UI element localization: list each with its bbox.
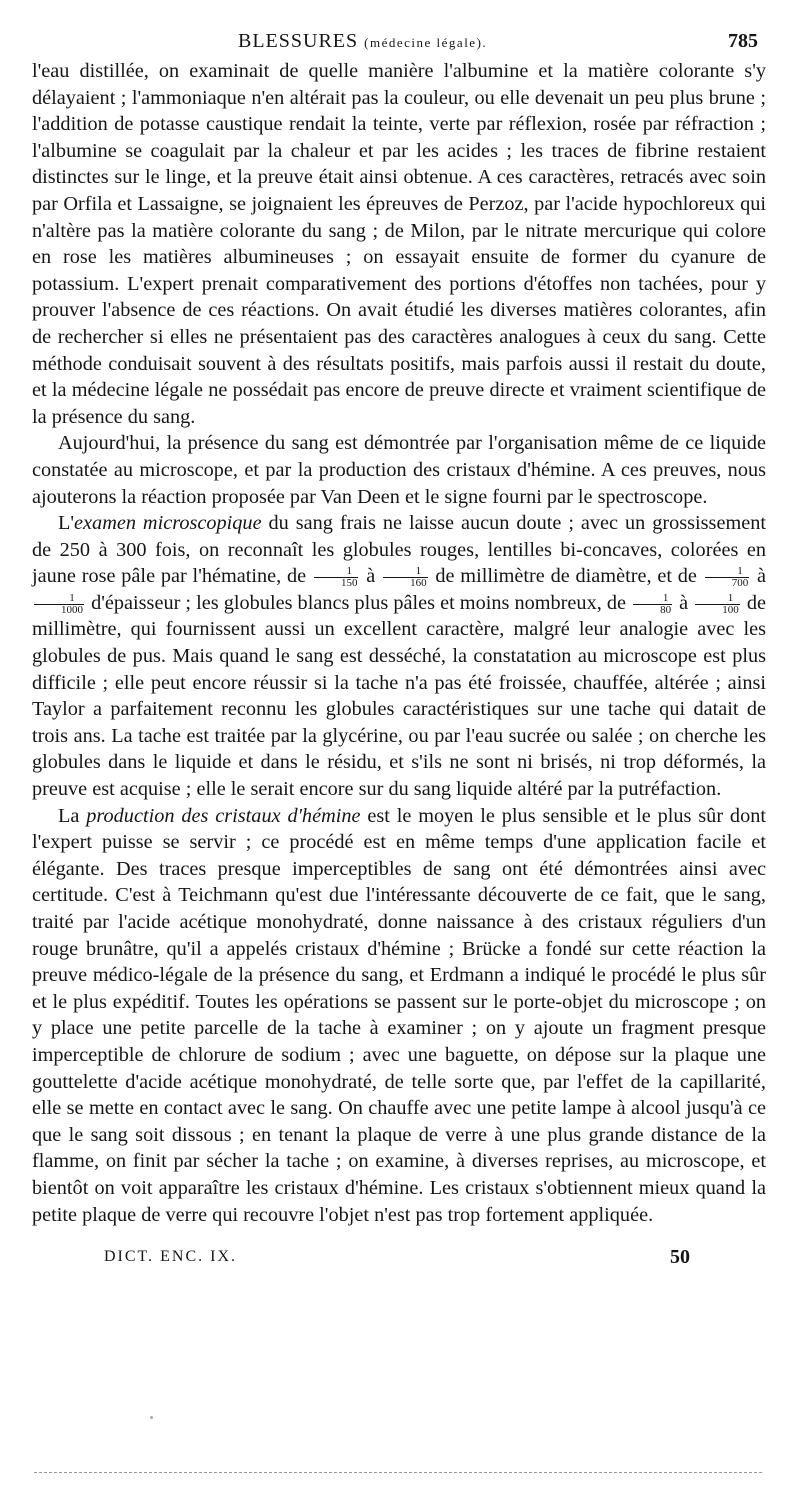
running-title-main: BLESSURES — [238, 30, 359, 52]
p3-text-2: à — [360, 565, 382, 588]
page-footer — [32, 1244, 766, 1274]
fraction — [705, 566, 750, 589]
signature-mark: DICT. ENC. IX. — [104, 1248, 238, 1266]
running-header — [32, 28, 766, 58]
fraction-numerator: 1 — [383, 566, 428, 578]
fraction-denominator: 160 — [410, 577, 427, 590]
running-title — [238, 28, 487, 57]
p3-text-1: du sang frais ne laisse aucun doute ; avec un grossissement de 250 à 300 fois, on reconnaît les globules rouges, lentilles bi-concaves, colorées en jaune rose pâle par l'hématine, de — [32, 512, 766, 588]
paragraph-3 — [32, 510, 766, 803]
p3-text-3: de millimètre de diamètre, et de — [429, 565, 703, 588]
fraction-denominator: 100 — [722, 603, 739, 616]
sheet-number: 50 — [670, 1246, 690, 1269]
body-text — [32, 58, 766, 1228]
fraction-denominator: 80 — [660, 603, 672, 616]
fraction-denominator: 1000 — [61, 603, 83, 616]
paragraph-1: l'eau distillée, on examinait de quelle manière l'albumine et la matière colorante s'y délayaient ; l'ammoniaque n'en altérait pas la couleur, ou elle devenait un peu plus brune ; l'addition de potasse caustique rendait la teinte, verte par réflexion, rosée par réfraction ; l'albumine se coagulait par la chaleur et par les acides ; les traces de fibrine restaient distinctes sur le linge, et la preuve était ainsi obtenue. A ces caractères, retracés avec soin par Orfila et Lassaigne, se joignaient les épreuves de Perzoz, par l'acide hypochloreux qui n'altère pas la matière colorante du sang ; de Milon, par le nitrate mercurique qui colore en rose les matières albumineuses ; on essayait ensuite de former du cyanure de potassium. L'expert prenait comparativement des portions d'étoffes non tachées, pour y prouver l'absence de ces réactions. On avait étudié les diverses matières colorantes, afin de rechercher si elles ne présentaient pas des caractères analogues à ceux du sang. Cette méthode conduisait souvent à des résultats positifs, mais parfois aussi il restait du doute, et la médecine légale ne possédait pas encore de preuve directe et vraiment scientifique de la présence du sang. — [32, 60, 766, 428]
page-number: 785 — [728, 30, 758, 52]
p3-italic-term: examen microscopique — [74, 512, 262, 535]
paragraph-4 — [32, 803, 766, 1229]
fraction-numerator: 1 — [34, 593, 84, 605]
running-title-sub: (médecine légale). — [364, 35, 488, 50]
p3-text-7: de millimètre, qui fournissent aussi un excellent caractère, malgré leur analogie avec les globules de pus. Mais quand le sang est desséché, la constatation au microscope est plus difficile ; elle peut encore réussir si la tache n'a pas été froissée, chauffée, altérée ; ainsi Taylor a parfaitement reconnu les globules caractéristiques sur une tache qui datait de trois ans. La tache est traitée par la glycérine, ou par l'eau sucrée ou salée ; on cherche les globules dans le liquide et dans le résidu, et s'ils ne sont ni brisés, ni trop déformés, la preuve est acquise ; elle le serait encore sur du sang liquide altéré par la putréfaction. — [32, 591, 766, 801]
p3-text-6: à — [674, 591, 694, 614]
p3-text-5: d'épaisseur ; les globules blancs plus pâles et moins nombreux, de — [86, 591, 632, 614]
bottom-rule — [34, 1472, 762, 1473]
fraction-numerator: 1 — [705, 566, 750, 578]
fraction — [633, 593, 672, 616]
p3-text-4: à — [751, 565, 766, 588]
fraction-numerator: 1 — [633, 593, 672, 605]
p3-pre: L' — [58, 512, 75, 535]
fraction — [314, 566, 359, 589]
p4-text-1: est le moyen le plus sensible et le plus sûr dont l'expert puisse se servir ; ce procédé est en même temps d'une application facile et élégante. Des traces presque imperceptibles de sang ont été démontrées ainsi avec certitude. C'est à Teichmann qu'est due l'intéressante découverte de ce fait, que le sang, traité par l'acide acétique monohydraté, donne naissance à des cristaux réguliers d'un rouge brunâtre, qu'il a appelés cristaux d'hémine ; Brücke a fondé sur cette réaction la preuve médico-légale de la présence du sang, et Erdmann a indiqué le procédé le plus sûr et le plus expéditif. Toutes les opérations se passent sur le porte-objet du microscope ; on y place une petite parcelle de la tache à examiner ; on y ajoute un fragment presque imperceptible de chlorure de sodium ; avec une baguette, on dépose sur la plaque une gouttelette d'acide acétique monohydraté, de telle sorte que, par l'effet de la capillarité, elle se mette en contact avec le sang. On chauffe avec une petite lampe à alcool jusqu'à ce que le sang soit dissous ; en tenant la plaque de verre à une plus grande distance de la flamme, on finit par sécher la tache ; on examine, à diverses reprises, au microscope, et bientôt on voit apparaître les cristaux d'hémine. Les cristaux s'obtiennent mieux quand la petite plaque de verre qui recouvre l'objet n'est pas trop fortement appliquée. — [32, 804, 766, 1226]
print-speck — [150, 1416, 153, 1419]
paragraph-2: Aujourd'hui, la présence du sang est démontrée par l'organisation même de ce liquide constatée au microscope, et par la production des cristaux d'hémine. A ces preuves, nous ajouterons la réaction proposée par Van Deen et le signe fourni par le spectroscope. — [32, 432, 766, 508]
page — [32, 28, 766, 1274]
fraction-numerator: 1 — [695, 593, 740, 605]
fraction-denominator: 700 — [731, 577, 749, 590]
fraction-denominator: 150 — [340, 577, 358, 590]
fraction — [383, 566, 428, 589]
p4-pre: La — [58, 804, 87, 827]
p4-italic-term: production des cristaux d'hémine — [86, 804, 361, 827]
fraction-numerator: 1 — [314, 566, 359, 578]
fraction — [34, 593, 84, 616]
fraction — [695, 593, 740, 616]
